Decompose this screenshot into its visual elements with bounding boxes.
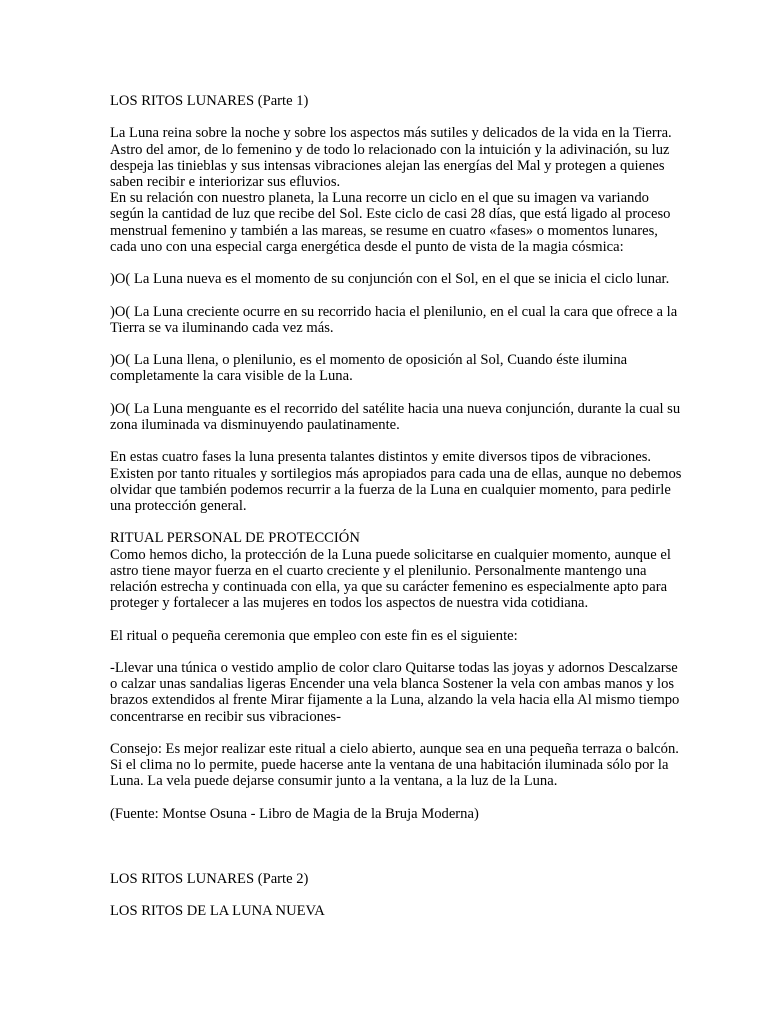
text-line: olvidar que también podemos recurrir a la fuerza de la Luna en cualquier momento, para pedirle — [110, 481, 671, 498]
paragraph-gap — [110, 433, 670, 449]
paragraph — [110, 93, 670, 109]
paragraph — [110, 838, 670, 854]
paragraph-gap — [110, 644, 670, 660]
text-line: zona iluminada va disminuyendo paulatinamente. — [110, 416, 400, 433]
paragraph-gap — [110, 109, 670, 125]
paragraph — [110, 659, 680, 725]
paragraph — [110, 628, 670, 644]
paragraph-gap — [110, 725, 670, 741]
text-line: completamente la cara visible de la Luna. — [110, 368, 353, 385]
paragraph — [110, 449, 682, 514]
paragraph-gap — [110, 854, 670, 870]
paragraph-gap — [110, 887, 670, 903]
text-line: (Fuente: Montse Osuna - Libro de Magia de la Bruja Moderna) — [110, 805, 479, 822]
document-body — [110, 93, 682, 919]
paragraph — [110, 740, 679, 790]
text-line: Luna. La vela puede dejarse consumir junto a la ventana, a la luz de la Luna. — [110, 773, 558, 790]
paragraph — [110, 806, 670, 822]
text-line: Si el clima no lo permite, puede hacerse ante la ventana de una habitación iluminada sólo por la — [110, 757, 669, 774]
paragraph-gap — [110, 514, 670, 530]
text-line: astro tiene mayor fuerza en el cuarto creciente y el plenilunio. Personalmente mantengo una — [110, 562, 647, 579]
paragraph-gap — [110, 611, 670, 627]
text-line: LOS RITOS DE LA LUNA NUEVA — [110, 902, 325, 919]
text-line: )O( La Luna creciente ocurre en su recorrido hacia el plenilunio, en el cual la cara que ofrece a la — [110, 303, 678, 320]
paragraph — [110, 303, 678, 336]
paragraph-gap — [110, 287, 670, 303]
text-line: concentrarse en recibir sus vibraciones- — [110, 708, 341, 725]
text-line: -Llevar una túnica o vestido amplio de color claro Quitarse todas las joyas y adornos Descalzarse — [110, 659, 678, 676]
paragraph — [110, 271, 670, 287]
text-line — [110, 838, 670, 854]
paragraph — [110, 871, 670, 887]
text-line: despeja las tinieblas y sus intensas vibraciones alejan las energías del Mal y protegen a quienes — [110, 157, 665, 174]
paragraph-gap — [110, 385, 670, 401]
text-line: saben recibir e interiorizar sus efluvios. — [110, 174, 341, 190]
paragraph — [110, 530, 670, 611]
paragraph-gap — [110, 822, 670, 838]
text-line: o calzar unas sandalias ligeras Encender una vela blanca Sostener la vela con ambas manos y los — [110, 676, 675, 693]
text-line: Consejo: Es mejor realizar este ritual a cielo abierto, aunque sea en una pequeña terraza o balcón. — [110, 740, 679, 757]
text-line: proteger y fortalecer a las mujeres en todos los aspectos de nuestra vida cotidiana. — [110, 595, 589, 612]
text-line: una protección general. — [110, 497, 247, 514]
text-line: Tierra se va iluminando cada vez más. — [110, 319, 334, 336]
text-line: brazos extendidos al frente Mirar fijamente a la Luna, alzando la vela hacia ella Al mismo tiempo — [110, 692, 680, 709]
paragraph-gap — [110, 790, 670, 806]
paragraph — [110, 903, 670, 919]
text-line: RITUAL PERSONAL DE PROTECCIÓN — [110, 530, 360, 547]
text-line: según la cantidad de luz que recibe del Sol. Este ciclo de casi 28 días, que está ligado al proceso — [110, 206, 671, 223]
text-line: LOS RITOS LUNARES (Parte 2) — [110, 870, 309, 887]
text-line: LOS RITOS LUNARES (Parte 1) — [110, 93, 309, 109]
paragraph-gap — [110, 336, 670, 352]
text-line: Como hemos dicho, la protección de la Luna puede solicitarse en cualquier momento, aunque el — [110, 546, 671, 563]
text-line: )O( La Luna llena, o plenilunio, es el momento de oposición al Sol, Cuando éste ilumina — [110, 352, 628, 369]
text-line: Astro del amor, de lo femenino y de todo lo relacionado con la intuición y la adivinación, su luz — [110, 141, 670, 158]
paragraph — [110, 400, 681, 433]
text-line: )O( La Luna menguante es el recorrido del satélite hacia una nueva conjunción, durante la cual su — [110, 400, 681, 417]
text-line: cada uno con una especial carga energética desde el punto de vista de la magia cósmica: — [110, 238, 624, 255]
text-line: menstrual femenino y también a las mareas, se resume en cuatro «fases» o momentos lunares, — [110, 222, 658, 239]
paragraph-gap — [110, 255, 670, 271]
text-line: relación estrecha y continuada con ella, ya que su carácter femenino es especialmente apto para — [110, 578, 668, 595]
text-line: En su relación con nuestro planeta, la Luna recorre un ciclo en el que su imagen va variando — [110, 190, 649, 207]
text-line: El ritual o pequeña ceremonia que empleo con este fin es el siguiente: — [110, 627, 518, 644]
paragraph — [110, 125, 670, 255]
text-line: La Luna reina sobre la noche y sobre los aspectos más sutiles y delicados de la vida en la Tierra. — [110, 125, 672, 142]
text-line: Existen por tanto rituales y sortilegios más apropiados para cada una de ellas, aunque no debemos — [110, 465, 682, 482]
text-line: )O( La Luna nueva es el momento de su conjunción con el Sol, en el que se inicia el ciclo lunar. — [110, 271, 670, 288]
text-line: En estas cuatro fases la luna presenta talantes distintos y emite diversos tipos de vibraciones. — [110, 449, 652, 466]
paragraph — [110, 352, 670, 384]
